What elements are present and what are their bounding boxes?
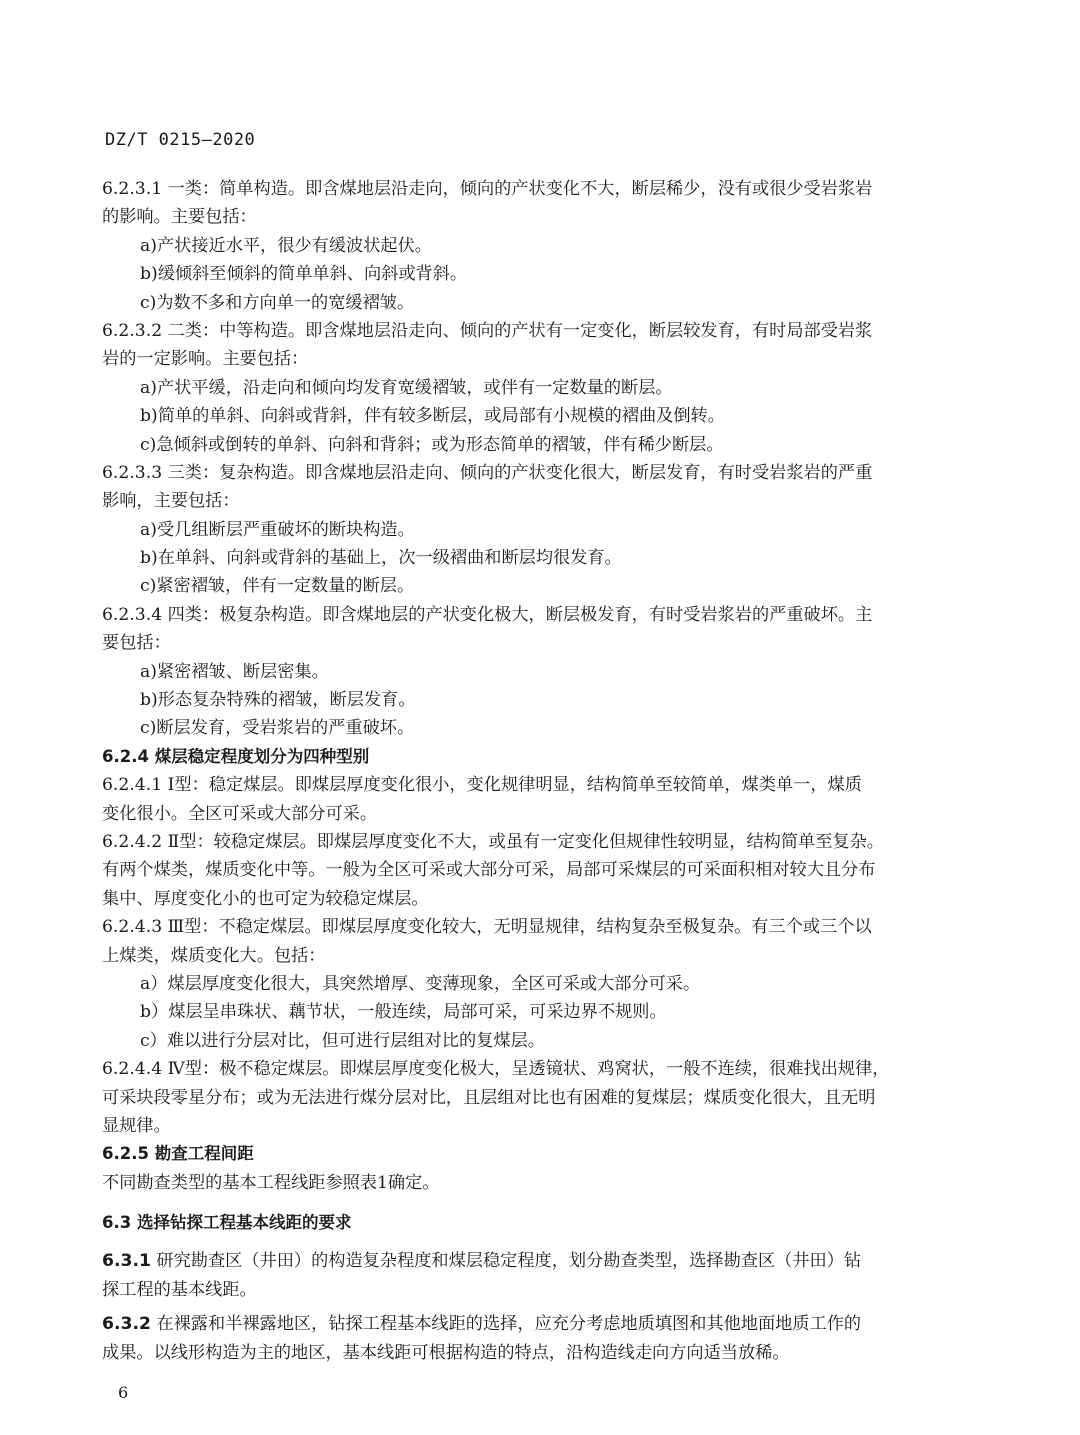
- paragraph-line: 有两个煤类，煤质变化中等。一般为全区可采或大部分可采，局部可采煤层的可采面积相对较大且分布: [102, 860, 876, 881]
- paragraph-line: 的影响。主要包括：: [102, 207, 257, 228]
- paragraph-line: 6.2.3.2 二类：中等构造。即含煤地层沿走向、倾向的产状有一定变化，断层较发育，有时局部受岩浆: [102, 320, 873, 341]
- paragraph-line: 成果。以线形构造为主的地区，基本线距可根据构造的特点，沿构造线走向方向适当放稀。: [102, 1342, 790, 1363]
- section-heading: 6.3 选择钻探工程基本线距的要求: [102, 1213, 352, 1233]
- clause-number: 6.3.2: [102, 1314, 151, 1335]
- list-item: c)为数不多和方向单一的宽缓褶皱。: [140, 292, 415, 313]
- list-item: a)受几组断层严重破坏的断块构造。: [140, 519, 415, 540]
- document-body: [102, 175, 962, 1367]
- standard-code-header: DZ/T 0215—2020: [105, 130, 256, 150]
- paragraph-line: 6.3.2 在裸露和半裸露地区，钻探工程基本线距的选择，应充分考虑地质填图和其他地面地质工作的: [102, 1314, 862, 1335]
- paragraph-line: 要包括：: [102, 633, 171, 654]
- paragraph-line: 6.2.4.2 Ⅱ型：较稳定煤层。即煤层厚度变化不大，或虽有一定变化但规律性较明显，结构简单至复杂。: [102, 831, 884, 852]
- list-item: a）煤层厚度变化很大，具突然增厚、变薄现象，全区可采或大部分可采。: [140, 973, 701, 994]
- section-heading: 6.2.4 煤层稳定程度划分为四种型别: [102, 746, 370, 766]
- paragraph-line: 6.2.3.3 三类：复杂构造。即含煤地层沿走向、倾向的产状变化很大，断层发育，有时受岩浆岩的严重: [102, 462, 873, 483]
- list-item: b)缓倾斜至倾斜的简单单斜、向斜或背斜。: [140, 264, 468, 285]
- paragraph-line: 变化很小。全区可采或大部分可采。: [102, 803, 378, 824]
- list-item: a)紧密褶皱、断层密集。: [140, 661, 329, 682]
- list-item: a)产状接近水平，很少有缓波状起伏。: [140, 235, 432, 256]
- paragraph-line: 上煤类，煤质变化大。包括：: [102, 945, 326, 966]
- page-number: 6: [118, 1383, 129, 1402]
- paragraph-line: 6.2.3.4 四类：极复杂构造。即含煤地层的产状变化极大，断层极发育，有时受岩浆岩的严重破坏。主: [102, 604, 873, 625]
- paragraph-line: 影响，主要包括：: [102, 491, 240, 512]
- paragraph-line: 6.2.4.1 Ⅰ型：稳定煤层。即煤层厚度变化很小，变化规律明显，结构简单至较简单，煤类单一，煤质: [102, 775, 862, 796]
- list-item: b)形态复杂特殊的褶皱，断层发育。: [140, 690, 416, 711]
- list-item: c）难以进行分层对比，但可进行层组对比的复煤层。: [140, 1030, 545, 1051]
- paragraph-line: 岩的一定影响。主要包括：: [102, 349, 309, 370]
- paragraph-line: 探工程的基本线距。: [102, 1279, 257, 1300]
- list-item: b）煤层呈串珠状、藕节状，一般连续，局部可采，可采边界不规则。: [140, 1002, 667, 1023]
- paragraph-line: 不同勘查类型的基本工程线距参照表1确定。: [102, 1172, 440, 1193]
- list-item: b)简单的单斜、向斜或背斜，伴有较多断层，或局部有小规模的褶曲及倒转。: [140, 406, 725, 427]
- paragraph-line: 6.3.1 研究勘查区（井田）的构造复杂程度和煤层稳定程度，划分勘查类型，选择勘查区（井田）钻: [102, 1251, 862, 1272]
- list-item: a)产状平缓，沿走向和倾向均发育宽缓褶皱，或伴有一定数量的断层。: [140, 377, 673, 398]
- paragraph-line: 6.2.4.3 Ⅲ型：不稳定煤层。即煤层厚度变化较大，无明显规律，结构复杂至极复杂。有三个或三个以: [102, 917, 872, 938]
- paragraph-line: 显规律。: [102, 1115, 171, 1136]
- list-item: c)急倾斜或倒转的单斜、向斜和背斜；或为形态简单的褶皱，伴有稀少断层。: [140, 434, 724, 455]
- paragraph-line: 6.2.3.1 一类：简单构造。即含煤地层沿走向，倾向的产状变化不大，断层稀少，没有或很少受岩浆岩: [102, 179, 873, 199]
- paragraph-line: 可采块段零星分布；或为无法进行煤分层对比，且层组对比也有困难的复煤层；煤质变化很大，且无明: [102, 1087, 876, 1108]
- paragraph-line: 集中、厚度变化小的也可定为较稳定煤层。: [102, 888, 429, 909]
- list-item: b)在单斜、向斜或背斜的基础上，次一级褶曲和断层均很发育。: [140, 548, 622, 569]
- list-item: c)紧密褶皱，伴有一定数量的断层。: [140, 576, 415, 597]
- list-item: c)断层发育，受岩浆岩的严重破坏。: [140, 718, 415, 739]
- paragraph-line: 6.2.4.4 Ⅳ型：极不稳定煤层。即煤层厚度变化极大，呈透镜状、鸡窝状，一般不连续，很难找出规律，: [102, 1059, 890, 1080]
- clause-number: 6.3.1: [102, 1251, 151, 1272]
- section-heading: 6.2.5 勘查工程间距: [102, 1144, 254, 1164]
